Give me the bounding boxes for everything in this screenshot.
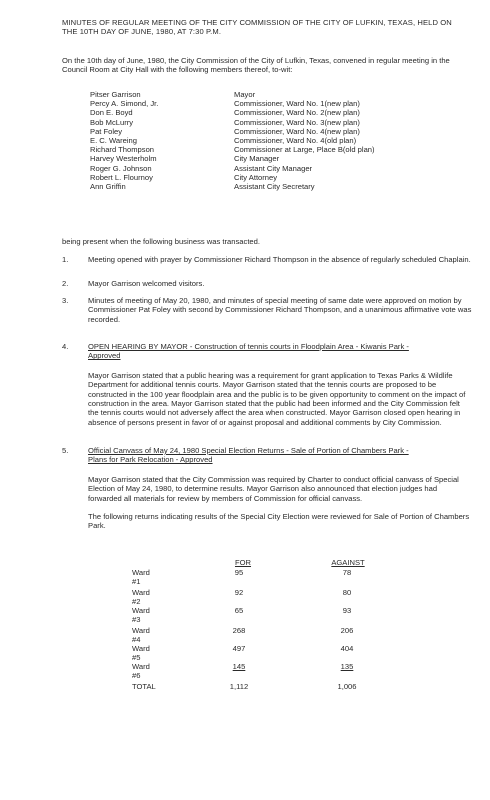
member-title: City Manager [234,154,280,164]
ward-label: Ward #6 [132,662,150,681]
item-text: Mayor Garrison welcomed visitors. [88,279,205,288]
member-row [90,154,450,163]
item-text: Mayor Garrison stated that a public hearing was a requirement for grant application to Texas Parks & Wildlife Department for additional tennis courts. Mayor Garrison stated that the tennis courts are proposed to be constructed in the 100 year floodplain area and the public is to be given opportunity to comment on the impact of construction in the area. Mayor Garrison stated that the public had been informed and the City Commission felt the tennis courts would not adversely affect the area when constructed. Mayor Garrison closed open hearing in absence of persons present in favor of or against proposal and additional comments by City Commission. [88,370,466,427]
member-title: Mayor [234,90,256,99]
member-title: City Attorney [234,172,278,182]
intro-paragraph: On the 10th day of June, 1980, the City Commission of the City of Lufkin, Texas, convened in regular meeting in the Council Room at City Hall with the following members thereof, to-wit: [62,56,450,75]
member-name: Percy A. Simond, Jr. [90,99,159,109]
member-title: Assistant City Secretary [234,181,315,191]
item-number: 2. [62,279,69,288]
column-header-against: AGAINST [331,558,365,567]
member-row [90,173,450,182]
member-name: Ann Griffin [90,181,126,191]
member-row [90,108,450,117]
item-text: Meeting opened with prayer by Commissioner Richard Thompson in the absence of regularly scheduled Chaplain. [88,255,471,264]
item-text: Minutes of meeting of May 20, 1980, and minutes of special meeting of same date were approved on motion by Commissioner Pat Foley with second by Commissioner Richard Thompson, and a unanimous affirmative vote was recorded. [88,296,472,324]
ward-label: Ward #1 [132,568,150,587]
member-row [90,182,450,191]
for-value: 95 [234,568,244,577]
total-against-value: 1,006 [337,682,357,691]
against-value: 80 [342,588,352,597]
item-number: 5. [62,446,69,455]
total-label: TOTAL [132,682,156,691]
member-title: Assistant City Manager [234,163,313,173]
against-value: 135 [340,662,354,671]
item-number: 3. [62,296,69,305]
member-row [90,90,450,99]
member-title: Commissioner, Ward No. 2(new plan) [234,108,360,118]
member-row [90,164,450,173]
member-row [90,99,450,108]
member-name: Pitser Garrison [90,90,141,99]
member-row [90,118,450,127]
for-value: 65 [234,606,244,615]
member-name: E. C. Wareing [90,135,137,145]
item-text-2: The following returns indicating results of the Special City Election were reviewed for Sale of Portion of Chambers Park. [88,512,470,531]
ward-label: Ward #2 [132,588,150,607]
item-number: 4. [62,342,69,351]
item-heading: Official Canvass of May 24, 1980 Special Election Returns - Sale of Portion of Chambers Park - Plans for Park Relocation - Approved [88,446,409,465]
member-title: Commissioner, Ward No. 4(new plan) [234,126,360,136]
agenda-item-3 [62,296,472,324]
member-name: Roger G. Johnson [90,163,152,173]
ward-label: Ward #4 [132,626,150,645]
member-name: Don E. Boyd [90,108,133,118]
column-header-for: FOR [234,558,252,567]
ward-label: Ward #5 [132,644,150,663]
total-for-value: 1,112 [229,682,249,691]
member-name: Bob McLurry [90,117,134,127]
against-value: 206 [340,626,354,635]
for-value: 92 [234,588,244,597]
for-value: 497 [232,644,246,653]
member-name: Richard Thompson [90,145,155,155]
member-title: Commissioner, Ward No. 4(old plan) [234,135,357,145]
member-name: Pat Foley [90,126,123,136]
agenda-item-4 [62,342,472,427]
member-name: Harvey Westerholm [90,154,157,164]
for-value: 268 [232,626,246,635]
item-number: 1. [62,255,69,264]
agenda-item-1 [62,255,472,264]
members-list [90,90,450,191]
against-value: 404 [340,644,354,653]
item-heading: OPEN HEARING BY MAYOR - Construction of tennis courts in Floodplain Area - Kiwanis Park - Approved [88,342,409,361]
present-statement: being present when the following business was transacted. [62,237,260,246]
member-row [90,145,450,154]
agenda-item-2 [62,279,472,288]
for-value: 145 [232,662,246,671]
document-title: MINUTES OF REGULAR MEETING OF THE CITY COMMISSION OF THE CITY OF LUFKIN, TEXAS, HELD ON THE 10TH DAY OF JUNE, 1980, AT 7:30 P.M. [62,18,452,37]
member-name: Robert L. Flournoy [90,172,153,182]
agenda-item-5 [62,446,472,531]
member-title: Commissioner, Ward No. 3(new plan) [234,117,360,127]
member-title: Commissioner at Large, Place B(old plan) [234,145,375,155]
member-row [90,127,450,136]
member-title: Commissioner, Ward No. 1(new plan) [234,99,360,109]
item-text: Mayor Garrison stated that the City Commission was required by Charter to conduct official canvass of Special Election of May 24, 1980, to determine results. Mayor Garrison also announced that election judges had forwarded all materials for review by members of Commission for official canvass. [88,474,459,503]
against-value: 93 [342,606,352,615]
member-row [90,136,450,145]
against-value: 78 [342,568,352,577]
ward-label: Ward #3 [132,606,150,625]
